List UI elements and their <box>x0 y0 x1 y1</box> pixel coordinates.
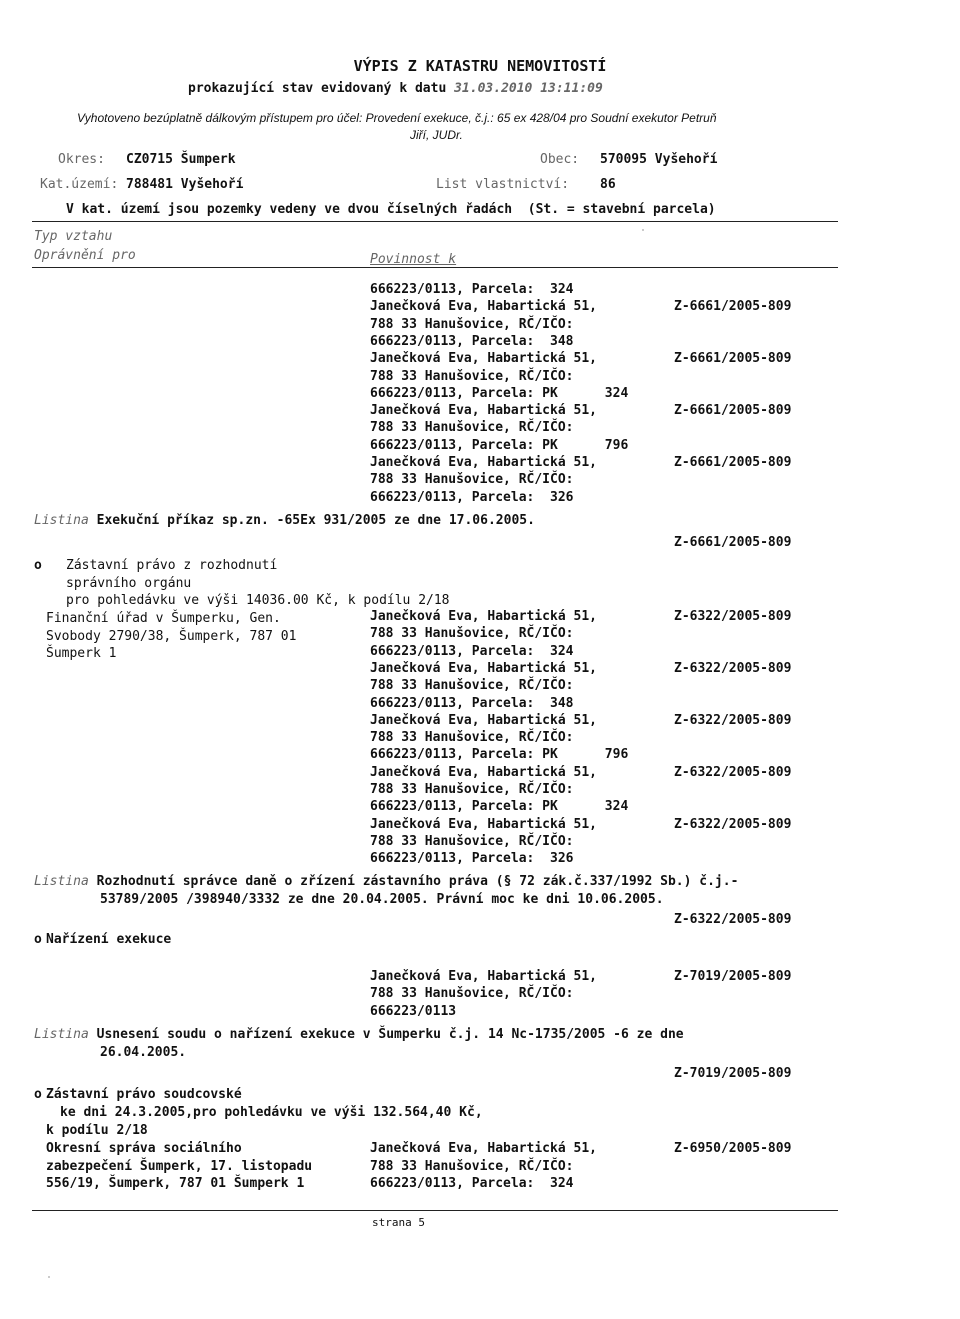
section-4-amount-1: ke dni 24.3.2005,pro pohledávku ve výši 132.564,40 Kč, <box>60 1105 483 1120</box>
listina-3-line-2: 26.04.2005. <box>100 1045 187 1060</box>
entry-line: 666223/0113, Parcela: 324 <box>370 1176 574 1192</box>
section-4-beneficiary-2: zabezpečení Šumperk, 17. listopadu <box>46 1159 313 1174</box>
entry-line: 788 33 Hanušovice, RČ/IČO: <box>370 420 574 436</box>
columns-divider <box>32 267 838 268</box>
section-2-bullet: o <box>34 558 42 573</box>
entry-line: 788 33 Hanušovice, RČ/IČO: <box>370 316 574 332</box>
listina-3-line-1 <box>34 1026 684 1044</box>
entry-code: Z-6661/2005-809 <box>674 403 792 419</box>
col-typ-vztahu: Typ vztahu <box>34 229 113 244</box>
listina-3-code: Z-7019/2005-809 <box>674 1066 792 1081</box>
entry-line: 788 33 Hanušovice, RČ/IČO: <box>370 678 574 694</box>
entry-line: Janečková Eva, Habartická 51, <box>370 351 597 367</box>
entry-line: Janečková Eva, Habartická 51, <box>370 764 597 780</box>
section-4-beneficiary-3: 556/19, Šumperk, 787 01 Šumperk 1 <box>46 1176 305 1191</box>
info-line-1: Vyhotoveno bezúplatně dálkovým přístupem pro účel: Provedení exekuce, č.j.: 65 ex 428/04 pro Soudní exekutor Petruň <box>77 111 717 125</box>
scan-speck <box>48 1276 50 1278</box>
entry-line: Janečková Eva, Habartická 51, <box>370 403 597 419</box>
section-2-heading-2: správního orgánu <box>66 576 192 591</box>
entry-code: Z-6950/2005-809 <box>674 1141 792 1156</box>
entry-line: 788 33 Hanušovice, RČ/IČO: <box>370 1158 574 1174</box>
header-divider <box>32 221 838 222</box>
entry-line: 788 33 Hanušovice, RČ/IČO: <box>370 368 574 384</box>
entry-line: Janečková Eva, Habartická 51, <box>370 660 597 676</box>
listina-label: Listina <box>34 513 89 528</box>
scan-speck <box>642 229 644 231</box>
footer-divider <box>32 1210 838 1211</box>
kat-value: 788481 Vyšehoří <box>126 177 244 192</box>
entry-line: 788 33 Hanušovice, RČ/IČO: <box>370 472 574 488</box>
section-2-beneficiary-3: Šumperk 1 <box>46 646 117 661</box>
entry-line: 788 33 Hanušovice, RČ/IČO: <box>370 986 574 1002</box>
listina-2-code: Z-6322/2005-809 <box>674 912 792 927</box>
col-povinnost-k: Povinnost k <box>370 252 457 267</box>
listina-label: Listina <box>34 874 89 889</box>
entry-line: 666223/0113, Parcela: 326 <box>370 489 574 505</box>
listina-2-line-2: 53789/2005 /398940/3332 ze dne 20.04.2005. Právní moc ke dni 10.06.2005. <box>100 892 664 907</box>
entry-code: Z-6322/2005-809 <box>674 660 792 676</box>
entry-line: 666223/0113, Parcela: 348 <box>370 333 574 349</box>
entry-code: Z-6322/2005-809 <box>674 816 792 832</box>
listina-text: Usnesení soudu o nařízení exekuce v Šumperku č.j. 14 Nc-1735/2005 -6 ze dne <box>96 1027 684 1042</box>
section-3-heading: Nařízení exekuce <box>46 932 172 947</box>
entry-line: Janečková Eva, Habartická 51, <box>370 1141 597 1156</box>
section-4-bullet: o <box>34 1087 42 1102</box>
entry-line: 788 33 Hanušovice, RČ/IČO: <box>370 782 574 797</box>
lv-label: List vlastnictví: <box>436 177 570 192</box>
entry-line: Janečková Eva, Habartická 51, <box>370 969 597 984</box>
listina-label: Listina <box>34 1027 89 1042</box>
section-2-amount: pro pohledávku ve výši 14036.00 Kč, k podílu 2/18 <box>66 593 450 608</box>
col-opravneni-pro: Oprávnění pro <box>34 248 136 263</box>
subtitle-prefix: prokazující stav evidovaný k datu <box>188 81 447 96</box>
entry-line: 666223/0113, Parcela: 348 <box>370 695 574 711</box>
kat-label: Kat.území: <box>40 177 119 192</box>
lv-value: 86 <box>600 177 616 192</box>
section-4-heading: Zástavní právo soudcovské <box>46 1087 242 1102</box>
entry-line: 666223/0113, Parcela: PK 324 <box>370 385 629 401</box>
entry-line: Janečková Eva, Habartická 51, <box>370 609 597 624</box>
subtitle-datetime: 31.03.2010 13:11:09 <box>454 81 603 96</box>
entry-code: Z-6322/2005-809 <box>674 764 792 780</box>
entry-line: 788 33 Hanušovice, RČ/IČO: <box>370 730 574 746</box>
entry-line: Janečková Eva, Habartická 51, <box>370 712 597 728</box>
entry-line: 788 33 Hanušovice, RČ/IČO: <box>370 626 574 642</box>
listina-text: Rozhodnutí správce daně o zřízení zástavního práva (§ 72 zák.č.337/1992 Sb.) č.j.- <box>96 874 739 889</box>
entry-line: 788 33 Hanušovice, RČ/IČO: <box>370 833 574 849</box>
entry-line: 666223/0113, Parcela: PK 796 <box>370 437 629 453</box>
entry-line: Janečková Eva, Habartická 51, <box>370 816 597 832</box>
numbering-note: V kat. území jsou pozemky vedeny ve dvou číselných řadách (St. = stavební parcela) <box>66 202 716 217</box>
listina-1-code: Z-6661/2005-809 <box>674 535 792 550</box>
listina-text: Exekuční příkaz sp.zn. -65Ex 931/2005 ze dne 17.06.2005. <box>96 513 535 528</box>
document-subtitle <box>188 80 603 98</box>
entry-code: Z-6661/2005-809 <box>674 299 792 315</box>
entry-line: Janečková Eva, Habartická 51, <box>370 455 597 470</box>
entry-code: Z-7019/2005-809 <box>674 969 792 984</box>
entry-code: Z-6661/2005-809 <box>674 455 792 470</box>
entry-line: 666223/0113, Parcela: 324 <box>370 282 574 297</box>
section-3-bullet: o <box>34 932 42 947</box>
info-line-2: Jiří, JUDr. <box>410 128 463 142</box>
entry-line: 666223/0113, Parcela: PK 796 <box>370 747 629 763</box>
section-2-beneficiary-2: Svobody 2790/38, Šumperk, 787 01 <box>46 629 297 644</box>
section-2-beneficiary-1: Finanční úřad v Šumperku, Gen. <box>46 611 281 626</box>
page-number: strana 5 <box>372 1216 425 1229</box>
section-4-amount-2: k podílu 2/18 <box>46 1123 148 1138</box>
section-4-beneficiary-1: Okresní správa sociálního <box>46 1141 242 1156</box>
entry-code: Z-6661/2005-809 <box>674 351 792 367</box>
entry-line: Janečková Eva, Habartická 51, <box>370 299 597 315</box>
section-2-heading-1: Zástavní právo z rozhodnutí <box>66 558 278 573</box>
entry-line: 666223/0113 <box>370 1003 457 1019</box>
entry-line: 666223/0113, Parcela: 326 <box>370 851 574 867</box>
okres-label: Okres: <box>58 152 105 167</box>
document-title: VÝPIS Z KATASTRU NEMOVITOSTÍ <box>353 57 607 75</box>
entry-code: Z-6322/2005-809 <box>674 712 792 728</box>
entry-line: 666223/0113, Parcela: PK 324 <box>370 799 629 815</box>
obec-value: 570095 Vyšehoří <box>600 152 718 167</box>
listina-1 <box>34 512 535 530</box>
listina-2-line-1 <box>34 873 738 891</box>
okres-value: CZ0715 Šumperk <box>126 152 236 167</box>
entry-code: Z-6322/2005-809 <box>674 609 792 624</box>
obec-label: Obec: <box>540 152 580 167</box>
entry-line: 666223/0113, Parcela: 324 <box>370 643 574 659</box>
